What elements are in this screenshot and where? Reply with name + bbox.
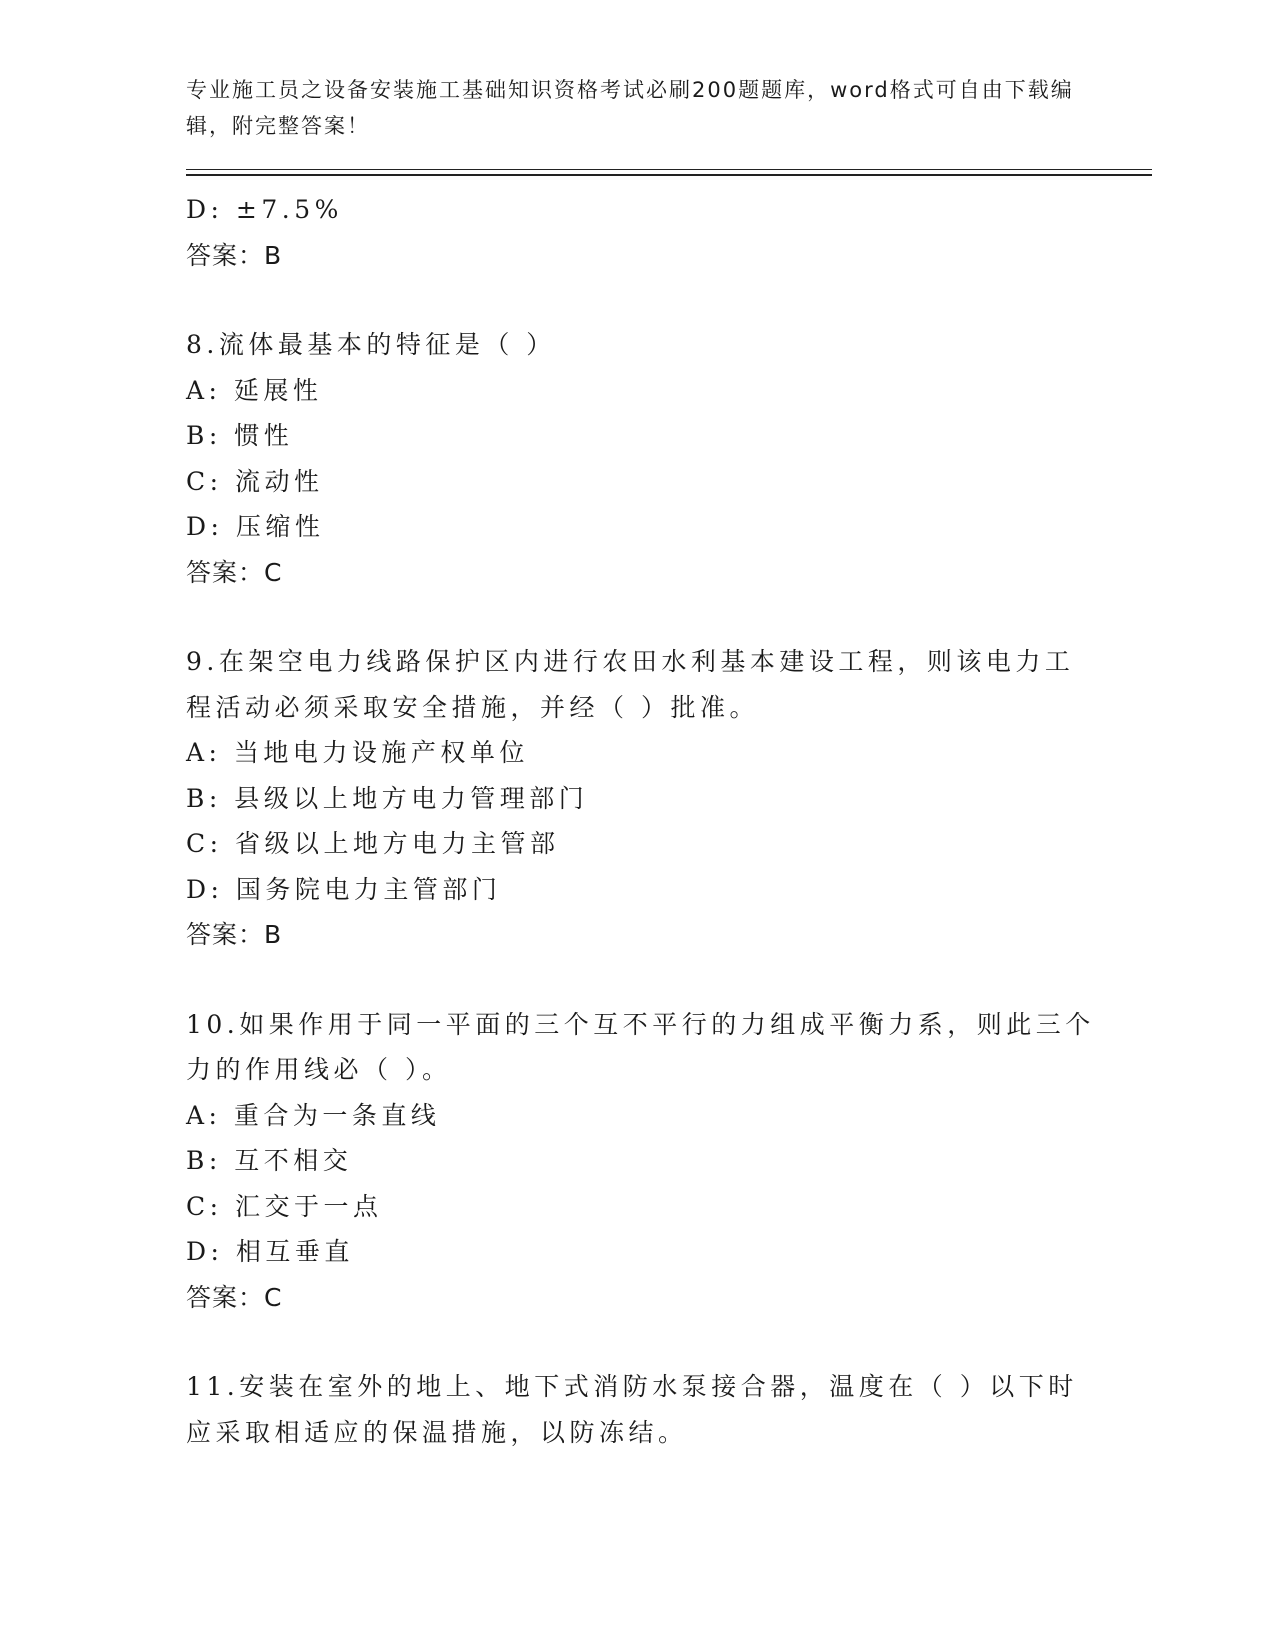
- question-block: [186, 1364, 1086, 1455]
- question-block: [186, 322, 1086, 595]
- question-text: 程活动必须采取安全措施，并经（ ）批准。: [186, 692, 759, 722]
- header-rule-thick: [186, 174, 1152, 176]
- option-line: D: 压缩性: [186, 512, 325, 541]
- answer-line: 答案：C: [186, 557, 283, 587]
- question-text: 力的作用线必（ ）。: [186, 1055, 452, 1084]
- question-text: 9.在架空电力线路保护区内进行农田水利基本建设工程，则该电力工: [186, 647, 1075, 676]
- question-list: [186, 187, 1095, 1455]
- option-line: D: ±7.5%: [186, 195, 343, 224]
- option-line: B: 惯性: [186, 421, 294, 450]
- question-text: 应采取相适应的保温措施，以防冻结。: [186, 1417, 688, 1447]
- option-line: A: 重合为一条直线: [186, 1100, 441, 1130]
- option-line: C: 汇交于一点: [186, 1191, 383, 1221]
- page-header: 专业施工员之设备安装施工基础知识资格考试必刷200题题库，word格式可自由下载编辑，附完整答案！: [186, 78, 1074, 138]
- option-line: B: 互不相交: [186, 1146, 353, 1175]
- option-line: A: 当地电力设施产权单位: [186, 738, 529, 767]
- question-block: [186, 639, 1086, 958]
- option-line: C: 省级以上地方电力主管部: [186, 829, 560, 858]
- option-line: C: 流动性: [186, 466, 324, 496]
- question-text: 11.安装在室外的地上、地下式消防水泵接合器，温度在（ ）以下时: [186, 1372, 1078, 1401]
- option-line: B: 县级以上地方电力管理部门: [186, 783, 589, 813]
- question-block: [186, 1002, 1095, 1321]
- option-line: D: 相互垂直: [186, 1237, 354, 1266]
- question-text: 10.如果作用于同一平面的三个互不平行的力组成平衡力系，则此三个: [186, 1009, 1095, 1039]
- question-text: 8.流体最基本的特征是（ ）: [186, 330, 556, 359]
- option-line: A: 延展性: [186, 375, 323, 405]
- answer-line: 答案：B: [186, 920, 283, 949]
- answer-line: 答案：B: [186, 240, 283, 270]
- answer-line: 答案：C: [186, 1282, 283, 1312]
- option-line: D: 国务院电力主管部门: [186, 874, 502, 904]
- header-rule-thin: [186, 169, 1152, 170]
- question-block: [186, 187, 1086, 278]
